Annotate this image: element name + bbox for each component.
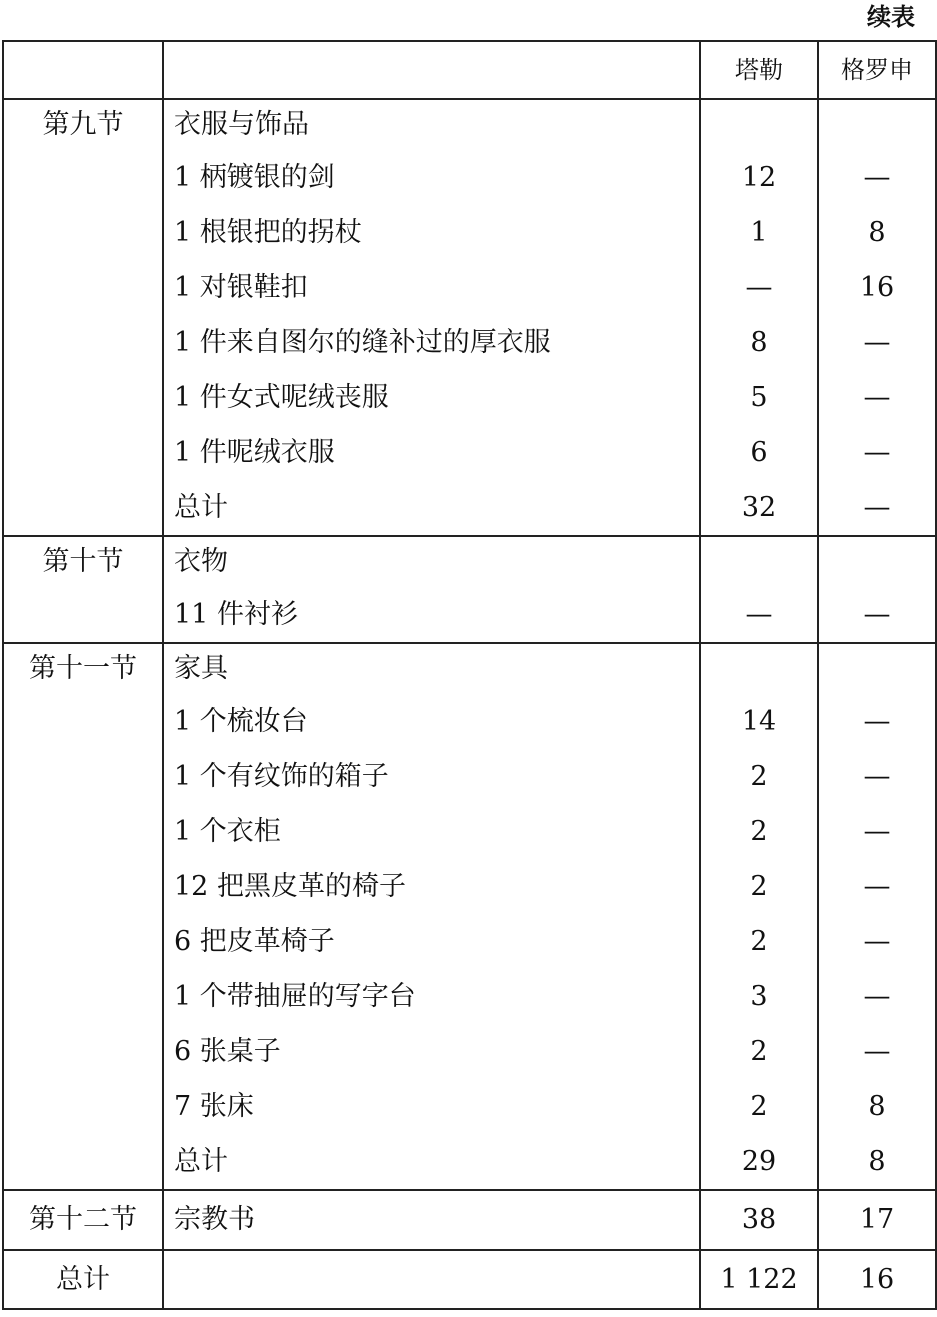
header-taler: 塔勒: [700, 41, 818, 99]
groschen-cell: —: [818, 969, 936, 1024]
taler-cell: —: [700, 587, 818, 643]
item-cell: 1 对银鞋扣: [163, 260, 700, 315]
grand-total-row: [3, 1250, 936, 1309]
section-11-title: 家具: [163, 643, 700, 694]
item-cell: 1 个梳妆台: [163, 694, 700, 749]
item-cell: 1 件来自图尔的缝补过的厚衣服: [163, 315, 700, 370]
groschen-cell: 16: [818, 260, 936, 315]
section-9-title: 衣服与饰品: [163, 99, 700, 150]
groschen-cell: —: [818, 480, 936, 536]
taler-cell: 14: [700, 694, 818, 749]
groschen-cell: —: [818, 749, 936, 804]
taler-cell: 2: [700, 1079, 818, 1134]
item-cell: 11 件衬衫: [163, 587, 700, 643]
taler-cell: 8: [700, 315, 818, 370]
groschen-cell: 8: [818, 1079, 936, 1134]
header-row: [3, 41, 936, 99]
item-cell: 1 柄镀银的剑: [163, 150, 700, 205]
taler-cell: 1: [700, 205, 818, 260]
taler-cell: 12: [700, 150, 818, 205]
item-cell: 1 件女式呢绒丧服: [163, 370, 700, 425]
taler-cell: 2: [700, 859, 818, 914]
section-9-label: 第九节: [3, 99, 163, 536]
header-groschen: 格罗申: [818, 41, 936, 99]
item-cell: 1 件呢绒衣服: [163, 425, 700, 480]
grand-total-groschen: 16: [818, 1250, 936, 1309]
groschen-cell: 17: [818, 1190, 936, 1250]
groschen-cell: —: [818, 587, 936, 643]
item-cell: 12 把黑皮革的椅子: [163, 859, 700, 914]
section-9-row: [3, 99, 936, 150]
grand-total-item: [163, 1250, 700, 1309]
taler-cell: 5: [700, 370, 818, 425]
taler-cell: 32: [700, 480, 818, 536]
inventory-table: [2, 40, 937, 1310]
groschen-cell: —: [818, 370, 936, 425]
item-cell: 总计: [163, 480, 700, 536]
item-cell: 6 把皮革椅子: [163, 914, 700, 969]
taler-cell: 3: [700, 969, 818, 1024]
grand-total-taler: 1 122: [700, 1250, 818, 1309]
header-item-cell: [163, 41, 700, 99]
section-10-title: 衣物: [163, 536, 700, 587]
taler-cell: 2: [700, 804, 818, 859]
item-cell: 1 个衣柜: [163, 804, 700, 859]
groschen-cell: —: [818, 694, 936, 749]
section-11-row: [3, 643, 936, 694]
table-caption: 续表: [867, 3, 915, 31]
header-section-cell: [3, 41, 163, 99]
taler-cell: 6: [700, 425, 818, 480]
groschen-cell: 8: [818, 205, 936, 260]
taler-cell: 29: [700, 1134, 818, 1190]
taler-cell: 38: [700, 1190, 818, 1250]
item-cell: 1 根银把的拐杖: [163, 205, 700, 260]
item-cell: 7 张床: [163, 1079, 700, 1134]
taler-cell: —: [700, 260, 818, 315]
taler-cell: 2: [700, 1024, 818, 1079]
groschen-cell: —: [818, 315, 936, 370]
taler-cell: 2: [700, 914, 818, 969]
groschen-cell: —: [818, 1024, 936, 1079]
item-cell: 1 个有纹饰的箱子: [163, 749, 700, 804]
item-cell: 1 个带抽屉的写字台: [163, 969, 700, 1024]
groschen-cell: —: [818, 914, 936, 969]
item-cell: 6 张桌子: [163, 1024, 700, 1079]
groschen-cell: —: [818, 859, 936, 914]
grand-total-label: 总计: [3, 1250, 163, 1309]
item-cell: 总计: [163, 1134, 700, 1190]
section-12-label: 第十二节: [3, 1190, 163, 1250]
section-12-title: 宗教书: [163, 1190, 700, 1250]
section-11-label: 第十一节: [3, 643, 163, 1190]
groschen-cell: —: [818, 804, 936, 859]
section-10-label: 第十节: [3, 536, 163, 643]
groschen-cell: 8: [818, 1134, 936, 1190]
groschen-cell: —: [818, 150, 936, 205]
groschen-cell: —: [818, 425, 936, 480]
taler-cell: 2: [700, 749, 818, 804]
section-10-row: [3, 536, 936, 587]
section-12-row: [3, 1190, 936, 1250]
